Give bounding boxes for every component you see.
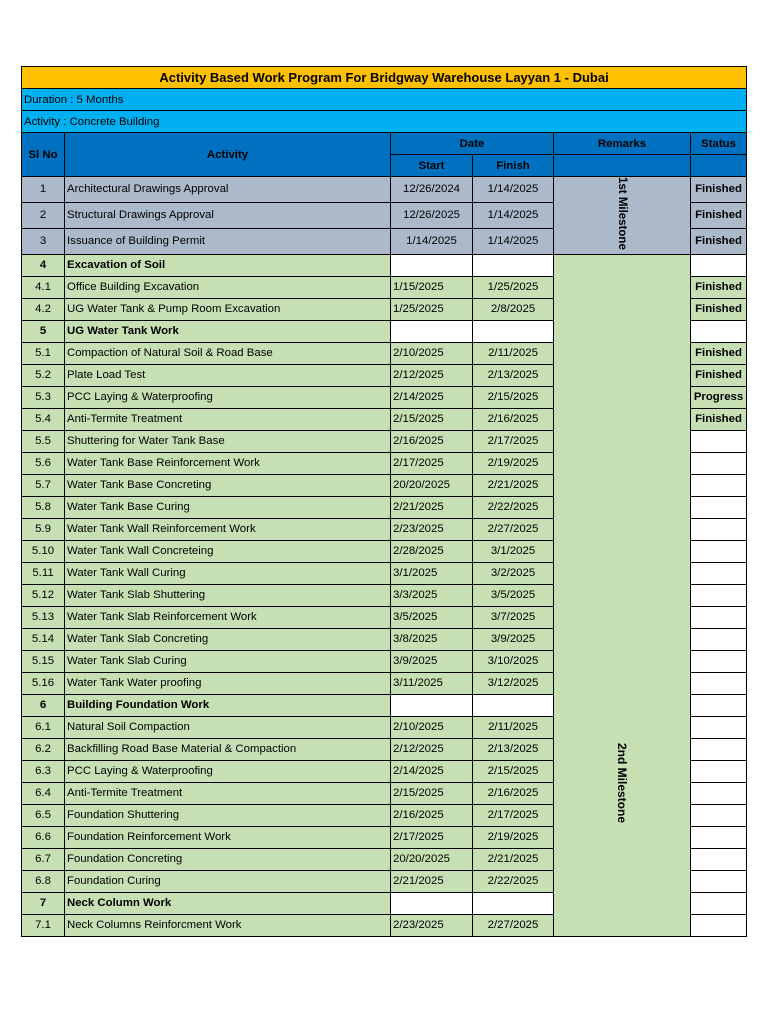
status-cell[interactable] <box>691 474 747 496</box>
finish-date-cell[interactable]: 2/27/2025 <box>473 914 554 936</box>
status-cell[interactable] <box>691 540 747 562</box>
start-date-cell[interactable]: 2/10/2025 <box>391 716 473 738</box>
start-date-cell[interactable]: 2/15/2025 <box>391 408 473 430</box>
sl-no-cell[interactable]: 5.4 <box>22 408 65 430</box>
status-cell[interactable] <box>691 804 747 826</box>
finish-date-cell[interactable]: 2/15/2025 <box>473 386 554 408</box>
sl-no-cell[interactable]: 6.5 <box>22 804 65 826</box>
activity-type-row <box>22 111 747 133</box>
start-date-cell[interactable]: 2/28/2025 <box>391 540 473 562</box>
start-date-cell[interactable]: 3/11/2025 <box>391 672 473 694</box>
activity-cell[interactable]: Water Tank Base Concreting <box>65 474 391 496</box>
finish-date-cell[interactable] <box>473 320 554 342</box>
status-cell[interactable] <box>691 892 747 914</box>
header-status[interactable]: Status <box>691 133 747 155</box>
start-date-cell[interactable]: 12/26/2025 <box>391 202 473 228</box>
milestone-2-label: 2nd Milestone <box>615 742 629 823</box>
sl-no-cell[interactable]: 5.6 <box>22 452 65 474</box>
activity-cell[interactable]: Plate Load Test <box>65 364 391 386</box>
header-remarks[interactable]: Remarks <box>554 133 691 155</box>
finish-date-cell[interactable]: 2/15/2025 <box>473 760 554 782</box>
status-cell[interactable]: Finished <box>691 298 747 320</box>
sl-no-cell[interactable]: 5.11 <box>22 562 65 584</box>
start-date-cell[interactable]: 2/15/2025 <box>391 782 473 804</box>
status-cell[interactable]: Finished <box>691 276 747 298</box>
activity-cell[interactable]: Water Tank Slab Concreting <box>65 628 391 650</box>
activity-cell[interactable]: Building Foundation Work <box>65 694 391 716</box>
status-cell[interactable] <box>691 716 747 738</box>
header-date[interactable]: Date <box>391 133 554 155</box>
status-cell[interactable] <box>691 254 747 276</box>
sl-no-cell[interactable]: 5.12 <box>22 584 65 606</box>
header-finish[interactable]: Finish <box>473 155 554 177</box>
finish-date-cell[interactable]: 2/22/2025 <box>473 496 554 518</box>
title-row <box>22 67 747 89</box>
finish-date-cell[interactable]: 2/21/2025 <box>473 848 554 870</box>
remarks-milestone-2[interactable] <box>554 254 691 936</box>
status-cell[interactable] <box>691 848 747 870</box>
header-status-blank[interactable] <box>691 155 747 177</box>
sl-no-cell[interactable]: 5.16 <box>22 672 65 694</box>
status-cell[interactable] <box>691 782 747 804</box>
status-cell[interactable] <box>691 760 747 782</box>
finish-date-cell[interactable]: 2/8/2025 <box>473 298 554 320</box>
finish-date-cell[interactable]: 2/17/2025 <box>473 430 554 452</box>
sl-no-cell[interactable]: 7 <box>22 892 65 914</box>
activity-cell[interactable]: Foundation Shuttering <box>65 804 391 826</box>
activity-cell[interactable]: Backfilling Road Base Material & Compaction <box>65 738 391 760</box>
header-remarks-blank[interactable] <box>554 155 691 177</box>
start-date-cell[interactable]: 20/20/2025 <box>391 848 473 870</box>
finish-date-cell[interactable] <box>473 694 554 716</box>
start-date-cell[interactable]: 2/17/2025 <box>391 826 473 848</box>
activity-cell[interactable]: Water Tank Wall Reinforcement Work <box>65 518 391 540</box>
finish-date-cell[interactable]: 2/21/2025 <box>473 474 554 496</box>
activity-type-cell[interactable]: Activity : Concrete Building <box>22 111 747 133</box>
header-sl-no[interactable]: Sl No <box>22 133 65 177</box>
start-date-cell[interactable] <box>391 694 473 716</box>
activity-cell[interactable]: Water Tank Base Reinforcement Work <box>65 452 391 474</box>
finish-date-cell[interactable]: 3/10/2025 <box>473 650 554 672</box>
activity-cell[interactable]: Neck Columns Reinforcment Work <box>65 914 391 936</box>
start-date-cell[interactable]: 3/8/2025 <box>391 628 473 650</box>
header-start[interactable]: Start <box>391 155 473 177</box>
finish-date-cell[interactable]: 2/19/2025 <box>473 452 554 474</box>
finish-date-cell[interactable]: 3/5/2025 <box>473 584 554 606</box>
activity-cell[interactable]: PCC Laying & Waterproofing <box>65 760 391 782</box>
start-date-cell[interactable]: 2/10/2025 <box>391 342 473 364</box>
activity-cell[interactable]: PCC Laying & Waterproofing <box>65 386 391 408</box>
start-date-cell[interactable]: 2/14/2025 <box>391 386 473 408</box>
status-cell[interactable] <box>691 694 747 716</box>
finish-date-cell[interactable]: 2/11/2025 <box>473 342 554 364</box>
section-row <box>22 254 747 276</box>
start-date-cell[interactable]: 2/17/2025 <box>391 452 473 474</box>
activity-cell[interactable]: Water Tank Slab Shuttering <box>65 584 391 606</box>
finish-date-cell[interactable]: 2/11/2025 <box>473 716 554 738</box>
sl-no-cell[interactable]: 6.1 <box>22 716 65 738</box>
sl-no-cell[interactable]: 6.8 <box>22 870 65 892</box>
start-date-cell[interactable]: 1/25/2025 <box>391 298 473 320</box>
finish-date-cell[interactable]: 2/16/2025 <box>473 782 554 804</box>
sl-no-cell[interactable]: 5.5 <box>22 430 65 452</box>
sl-no-cell[interactable]: 6.7 <box>22 848 65 870</box>
finish-date-cell[interactable]: 2/27/2025 <box>473 518 554 540</box>
header-row-1 <box>22 133 747 155</box>
finish-date-cell[interactable]: 2/16/2025 <box>473 408 554 430</box>
status-cell[interactable]: Finished <box>691 342 747 364</box>
finish-date-cell[interactable] <box>473 892 554 914</box>
activity-cell[interactable]: Neck Column Work <box>65 892 391 914</box>
start-date-cell[interactable]: 2/16/2025 <box>391 804 473 826</box>
start-date-cell[interactable]: 2/16/2025 <box>391 430 473 452</box>
activity-cell[interactable]: Water Tank Water proofing <box>65 672 391 694</box>
status-cell[interactable]: Finished <box>691 364 747 386</box>
status-cell[interactable] <box>691 606 747 628</box>
sl-no-cell[interactable]: 5.13 <box>22 606 65 628</box>
activity-cell[interactable]: Water Tank Slab Reinforcement Work <box>65 606 391 628</box>
remarks-milestone-1[interactable] <box>554 177 691 255</box>
finish-date-cell[interactable]: 3/2/2025 <box>473 562 554 584</box>
sl-no-cell[interactable]: 5.1 <box>22 342 65 364</box>
start-date-cell[interactable]: 20/20/2025 <box>391 474 473 496</box>
start-date-cell[interactable]: 2/21/2025 <box>391 870 473 892</box>
start-date-cell[interactable]: 1/14/2025 <box>391 228 473 254</box>
status-cell[interactable] <box>691 914 747 936</box>
start-date-cell[interactable]: 2/23/2025 <box>391 518 473 540</box>
status-cell[interactable] <box>691 452 747 474</box>
sl-no-cell[interactable]: 5 <box>22 320 65 342</box>
finish-date-cell[interactable]: 3/7/2025 <box>473 606 554 628</box>
finish-date-cell[interactable]: 2/22/2025 <box>473 870 554 892</box>
sl-no-cell[interactable]: 6.3 <box>22 760 65 782</box>
activity-cell[interactable]: Anti-Termite Treatment <box>65 408 391 430</box>
activity-cell[interactable]: UG Water Tank Work <box>65 320 391 342</box>
finish-date-cell[interactable]: 2/19/2025 <box>473 826 554 848</box>
activity-cell[interactable]: Excavation of Soil <box>65 254 391 276</box>
finish-date-cell[interactable]: 1/14/2025 <box>473 177 554 203</box>
milestone-1-label: 1st Milestone <box>616 177 628 250</box>
sl-no-cell[interactable]: 6.2 <box>22 738 65 760</box>
sheet-title[interactable]: Activity Based Work Program For Bridgway Warehouse Layyan 1 - Dubai <box>22 67 747 89</box>
status-cell[interactable]: Finished <box>691 177 747 203</box>
start-date-cell[interactable]: 2/12/2025 <box>391 738 473 760</box>
status-cell[interactable]: Finished <box>691 202 747 228</box>
finish-date-cell[interactable] <box>473 254 554 276</box>
activity-cell[interactable]: Anti-Termite Treatment <box>65 782 391 804</box>
sl-no-cell[interactable]: 5.2 <box>22 364 65 386</box>
sl-no-cell[interactable]: 4 <box>22 254 65 276</box>
sl-no-cell[interactable]: 6 <box>22 694 65 716</box>
finish-date-cell[interactable]: 1/14/2025 <box>473 202 554 228</box>
status-cell[interactable] <box>691 496 747 518</box>
activity-cell[interactable]: Architectural Drawings Approval <box>65 177 391 203</box>
activity-cell[interactable]: Structural Drawings Approval <box>65 202 391 228</box>
activity-cell[interactable]: Water Tank Slab Curing <box>65 650 391 672</box>
activity-cell[interactable]: Office Building Excavation <box>65 276 391 298</box>
sl-no-cell[interactable]: 6.4 <box>22 782 65 804</box>
status-cell[interactable] <box>691 870 747 892</box>
start-date-cell[interactable]: 3/9/2025 <box>391 650 473 672</box>
activity-cell[interactable]: Foundation Concreting <box>65 848 391 870</box>
status-cell[interactable]: Finished <box>691 408 747 430</box>
duration-row <box>22 89 747 111</box>
start-date-cell[interactable]: 2/12/2025 <box>391 364 473 386</box>
sl-no-cell[interactable]: 7.1 <box>22 914 65 936</box>
finish-date-cell[interactable]: 3/1/2025 <box>473 540 554 562</box>
activity-cell[interactable]: Water Tank Base Curing <box>65 496 391 518</box>
finish-date-cell[interactable]: 3/9/2025 <box>473 628 554 650</box>
status-cell[interactable] <box>691 738 747 760</box>
start-date-cell[interactable]: 12/26/2024 <box>391 177 473 203</box>
sl-no-cell[interactable]: 4.1 <box>22 276 65 298</box>
start-date-cell[interactable]: 3/3/2025 <box>391 584 473 606</box>
status-cell[interactable] <box>691 584 747 606</box>
finish-date-cell[interactable]: 2/13/2025 <box>473 738 554 760</box>
status-cell[interactable] <box>691 672 747 694</box>
status-cell[interactable] <box>691 826 747 848</box>
finish-date-cell[interactable]: 3/12/2025 <box>473 672 554 694</box>
status-cell[interactable] <box>691 518 747 540</box>
sl-no-cell[interactable]: 4.2 <box>22 298 65 320</box>
sl-no-cell[interactable]: 2 <box>22 202 65 228</box>
sl-no-cell[interactable]: 6.6 <box>22 826 65 848</box>
header-activity[interactable]: Activity <box>65 133 391 177</box>
table-row <box>22 177 747 203</box>
sl-no-cell[interactable]: 3 <box>22 228 65 254</box>
activity-cell[interactable]: Issuance of Building Permit <box>65 228 391 254</box>
activity-cell[interactable]: Water Tank Wall Concreteing <box>65 540 391 562</box>
duration-cell[interactable]: Duration : 5 Months <box>22 89 747 111</box>
status-cell[interactable] <box>691 562 747 584</box>
finish-date-cell[interactable]: 1/25/2025 <box>473 276 554 298</box>
sl-no-cell[interactable]: 1 <box>22 177 65 203</box>
work-program-table <box>21 66 747 937</box>
activity-cell[interactable]: Foundation Curing <box>65 870 391 892</box>
finish-date-cell[interactable]: 1/14/2025 <box>473 228 554 254</box>
sl-no-cell[interactable]: 5.3 <box>22 386 65 408</box>
status-cell[interactable] <box>691 430 747 452</box>
start-date-cell[interactable] <box>391 892 473 914</box>
start-date-cell[interactable]: 3/1/2025 <box>391 562 473 584</box>
sl-no-cell[interactable]: 5.7 <box>22 474 65 496</box>
activity-cell[interactable]: Shuttering for Water Tank Base <box>65 430 391 452</box>
start-date-cell[interactable] <box>391 254 473 276</box>
start-date-cell[interactable] <box>391 320 473 342</box>
activity-cell[interactable]: Natural Soil Compaction <box>65 716 391 738</box>
activity-cell[interactable]: Foundation Reinforcement Work <box>65 826 391 848</box>
sl-no-cell[interactable]: 5.10 <box>22 540 65 562</box>
activity-cell[interactable]: Compaction of Natural Soil & Road Base <box>65 342 391 364</box>
sl-no-cell[interactable]: 5.14 <box>22 628 65 650</box>
finish-date-cell[interactable]: 2/17/2025 <box>473 804 554 826</box>
start-date-cell[interactable]: 2/14/2025 <box>391 760 473 782</box>
status-cell[interactable]: Finished <box>691 228 747 254</box>
sl-no-cell[interactable]: 5.8 <box>22 496 65 518</box>
start-date-cell[interactable]: 2/21/2025 <box>391 496 473 518</box>
start-date-cell[interactable]: 2/23/2025 <box>391 914 473 936</box>
status-cell[interactable] <box>691 320 747 342</box>
finish-date-cell[interactable]: 2/13/2025 <box>473 364 554 386</box>
status-cell[interactable] <box>691 628 747 650</box>
activity-cell[interactable]: Water Tank Wall Curing <box>65 562 391 584</box>
status-cell[interactable]: Progress <box>691 386 747 408</box>
activity-cell[interactable]: UG Water Tank & Pump Room Excavation <box>65 298 391 320</box>
status-cell[interactable] <box>691 650 747 672</box>
start-date-cell[interactable]: 3/5/2025 <box>391 606 473 628</box>
sl-no-cell[interactable]: 5.9 <box>22 518 65 540</box>
start-date-cell[interactable]: 1/15/2025 <box>391 276 473 298</box>
sl-no-cell[interactable]: 5.15 <box>22 650 65 672</box>
